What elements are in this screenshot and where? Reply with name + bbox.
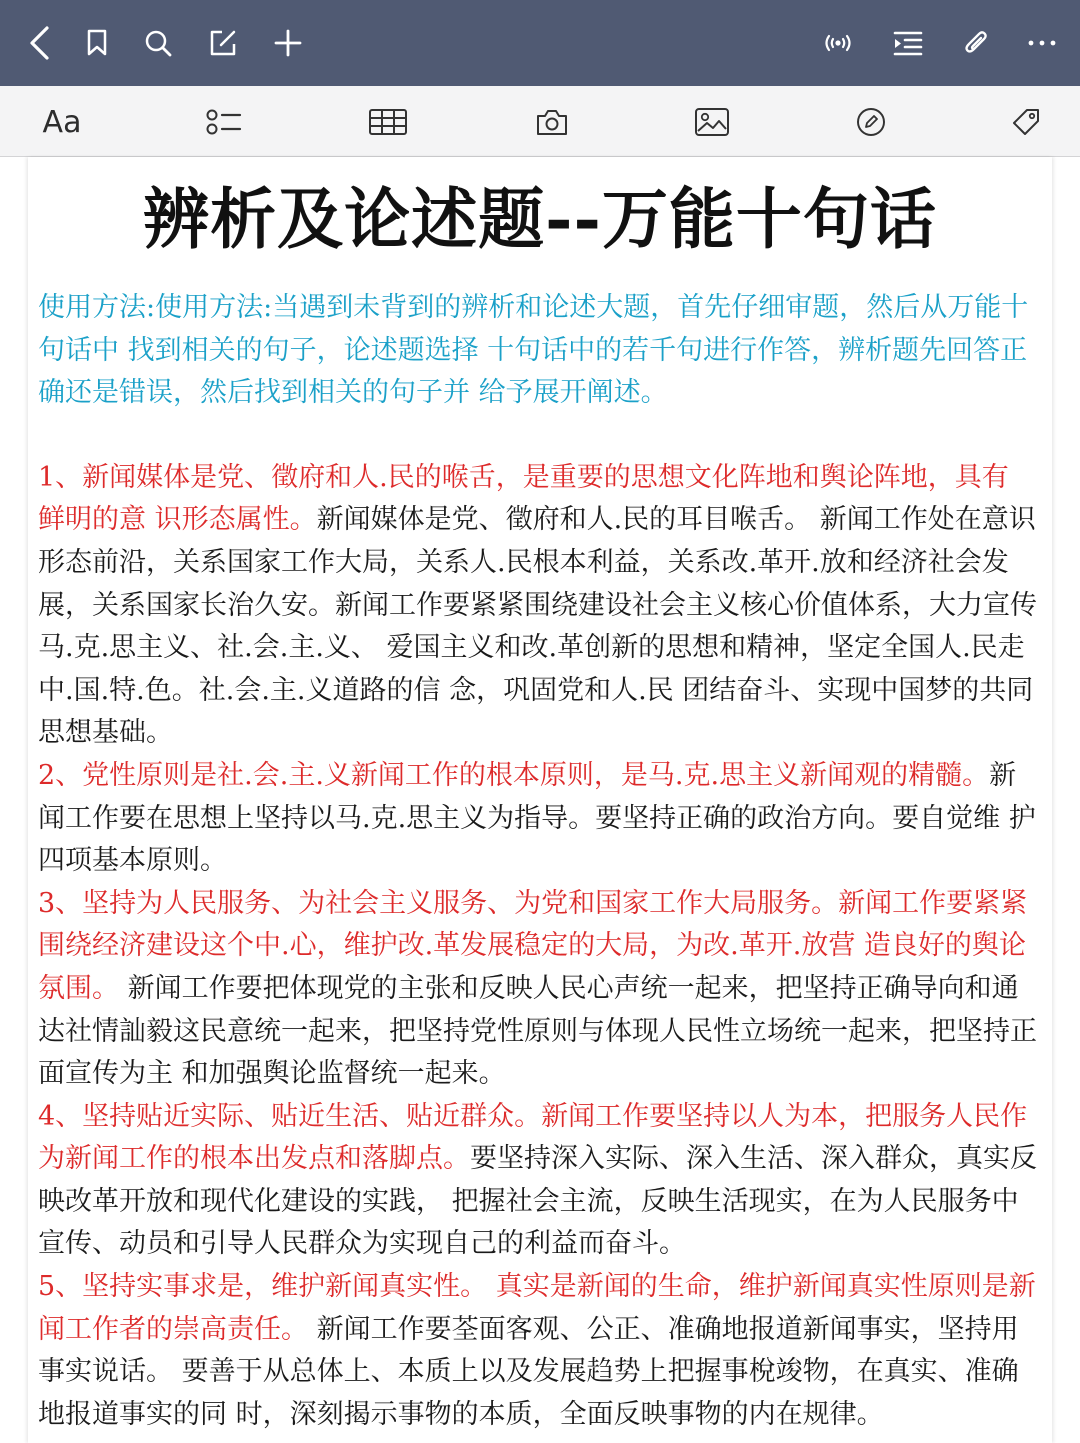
plus-icon[interactable] (268, 22, 308, 64)
paragraph-body: 新闻工作要把体现党的主张和反映人民心声统一起来，把坚持正确导向和通达社情訕毅这民意统一起来，把坚持党性原则与体现人民性立场统一起来，把坚持正面宣传为主 和加强舆论监督统一起来。 (38, 972, 1037, 1090)
paragraph-body: 新闻媒体是党、徵府和人.民的耳目喉舌。 新闻工作处在意识形态前沿，关系国家工作大局，关系人.民根本利益，关系改.革开.放和经济社会发展，关系国家长治久安。新闻工作要紧紧围绕建设社会主义核心价值体系，大力宣传马.克.思主义、社.会.主.义、 爱国主义和改.革创新的思想和精神，坚定全国人.民走中.国.特.色。社.会.主.义道路的信 念，巩固党和人.民 团结奋斗、实现中国梦的共同思想基础。 (38, 504, 1037, 749)
paragraph-emphasis: 1、新闻媒体是党、徵府和人.民的喉舌，是重要的思想文化阵地和舆论阵地，具有 鲜明的意 识形态属性。 (38, 461, 1009, 536)
outline-icon[interactable] (888, 22, 928, 64)
paragraph-emphasis: 3、坚持为人民服务、为社会主义服务、为党和国家工作大局服务。新闻工作要紧紧围绕经济建设这个中.心，维护改.革发展稳定的大局，为改.革开.放营 造良好的舆论氛围。 (38, 887, 1028, 1004)
back-icon[interactable] (20, 22, 60, 64)
document-content[interactable] (38, 287, 1038, 1436)
paragraph-body: 新闻工作要在思想上坚持以马.克.思主义为指导。要坚持正确的政治方向。要自觉维 护四项基本原则。 (38, 759, 1036, 877)
paragraph-2 (38, 755, 1038, 883)
paragraph-body: 新闻工作要荃面客观、公正、准确地报道新闻事实，坚持用事实说话。 要善于从总体上、本质上以及发展趋势上把握事梲竣物，在真实、准确地报道事实的同 时，深刻揭示事物的本质，全面反映事物的内在规律。 (38, 1313, 1019, 1430)
document-page (28, 157, 1052, 1443)
table-icon[interactable] (366, 100, 410, 144)
paragraph-body: 要坚持深入实际、深入生活、深入群众，真实反映改革开放和现代化建设的实践， 把握社会主流，反映生活现实，在为人民服务中宣传、动员和引导人民群众为实现自己的利益而奋斗。 (38, 1143, 1037, 1260)
paragraph-3 (38, 883, 1038, 1096)
draw-icon[interactable] (849, 100, 893, 144)
text-style-button[interactable] (38, 100, 86, 144)
text-style-label: Aa (42, 104, 82, 140)
paragraph-4 (38, 1096, 1038, 1266)
document-title: 辨析及论述题--万能十句话 (143, 180, 937, 258)
attachment-icon[interactable] (956, 22, 996, 64)
paragraph-1 (38, 457, 1038, 755)
image-icon[interactable] (690, 100, 734, 144)
edit-icon[interactable] (203, 22, 243, 64)
paragraph-emphasis: 5、坚持实事求是，维护新闻真实性。 真实是新闻的生命，维护新闻真实性原则是新闻工作者的崇高责任。 (38, 1271, 1036, 1345)
paragraph-emphasis: 4、坚持贴近实际、贴近生活、贴近群众。新闻工作要坚持以人为本，把服务人民作为新闻工作的根本出发点和落脚点。 (38, 1100, 1028, 1175)
paragraph-emphasis: 2、党性原则是社.会.主.义新闻工作的根本原则，是马.克.思主义新闻观的精髓。 (38, 759, 990, 791)
audio-icon[interactable] (818, 22, 858, 64)
paragraph-5 (38, 1266, 1038, 1436)
tag-icon[interactable] (1004, 100, 1048, 144)
search-icon[interactable] (138, 22, 178, 64)
camera-icon[interactable] (530, 100, 574, 144)
bookmark-icon[interactable] (77, 22, 117, 64)
intro-text: 使用方法:使用方法:当遇到未背到的辨析和论述大题，首先仔细审题，然后从万能十句话中 找到相关的句子，论述题选择 十句话中的若千句进行作答，辨析题先回答正确还是错误，然后找到相关的句子并 给予展开阐述。 (38, 292, 1029, 409)
top-toolbar (0, 0, 1080, 86)
list-icon[interactable] (202, 100, 246, 144)
format-toolbar (0, 86, 1080, 157)
more-icon[interactable] (1022, 22, 1062, 64)
